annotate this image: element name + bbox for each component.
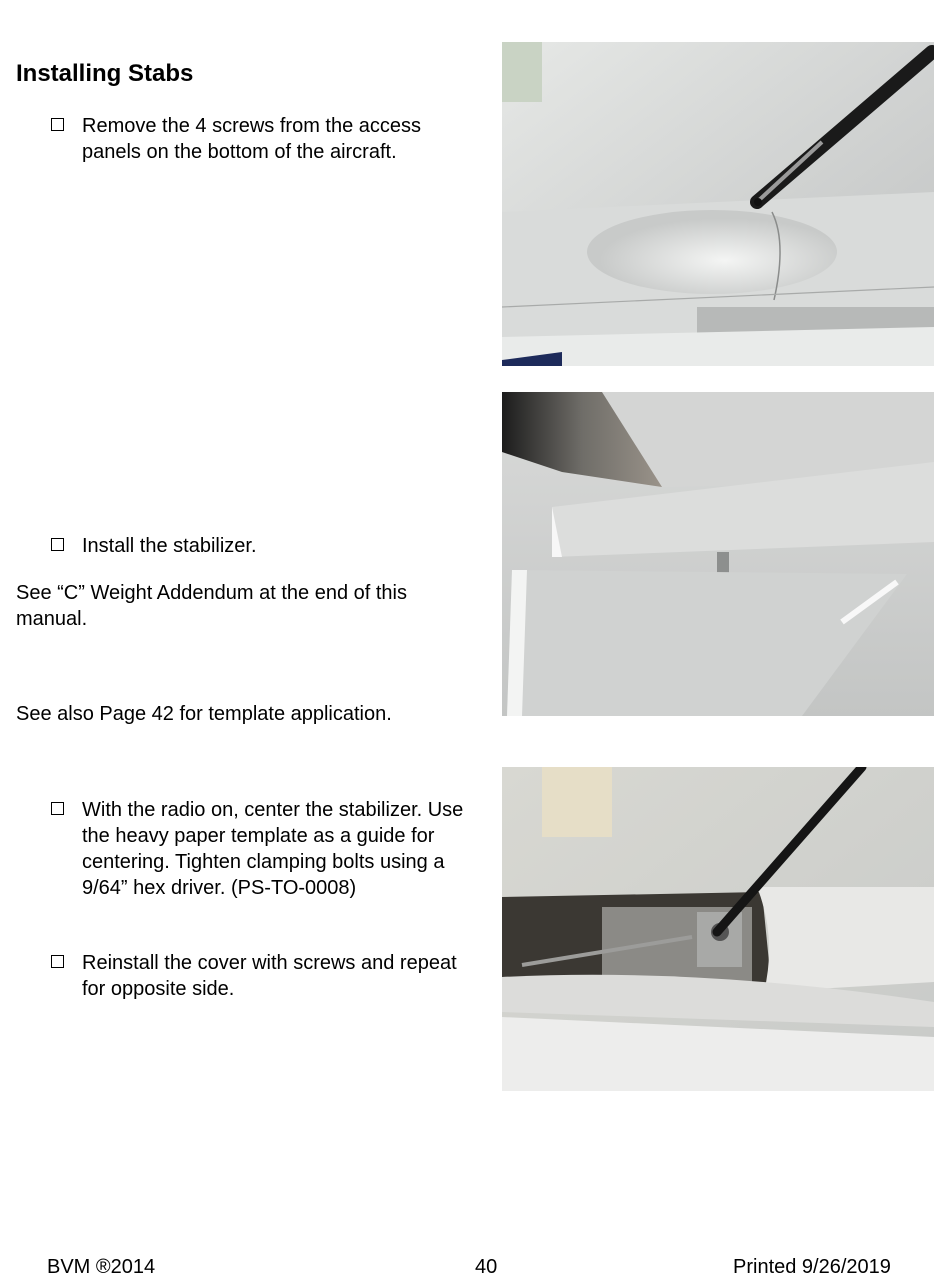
section-title: Installing Stabs <box>16 60 194 87</box>
step-text: Install the stabilizer. <box>82 535 257 557</box>
footer-copyright: BVM ®2014 <box>47 1256 156 1278</box>
checkbox-icon[interactable] <box>51 538 64 551</box>
checkbox-icon[interactable] <box>51 955 64 968</box>
footer-print-date: Printed 9/26/2019 <box>733 1256 891 1278</box>
step-text: Reinstall the cover with screws and repeat for opposite side. <box>82 952 457 1000</box>
linkage-photo <box>502 767 934 1091</box>
footer-page-number: 40 <box>475 1256 498 1278</box>
step-text: With the radio on, center the stabilizer. Use the heavy paper template as a guide for centering. Tighten clamping bolts using a 9/64” hex driver. (PS-TO-0008) <box>82 799 464 899</box>
note-text: See also Page 42 for template application. <box>16 703 392 725</box>
checkbox-icon[interactable] <box>51 802 64 815</box>
step-text: Remove the 4 screws from the access panels on the bottom of the aircraft. <box>82 115 422 163</box>
checkbox-icon[interactable] <box>51 118 64 131</box>
stabilizer-photo <box>502 392 934 716</box>
access-panel-photo <box>502 42 934 366</box>
note-text: See “C” Weight Addendum at the end of this manual. <box>16 582 407 630</box>
